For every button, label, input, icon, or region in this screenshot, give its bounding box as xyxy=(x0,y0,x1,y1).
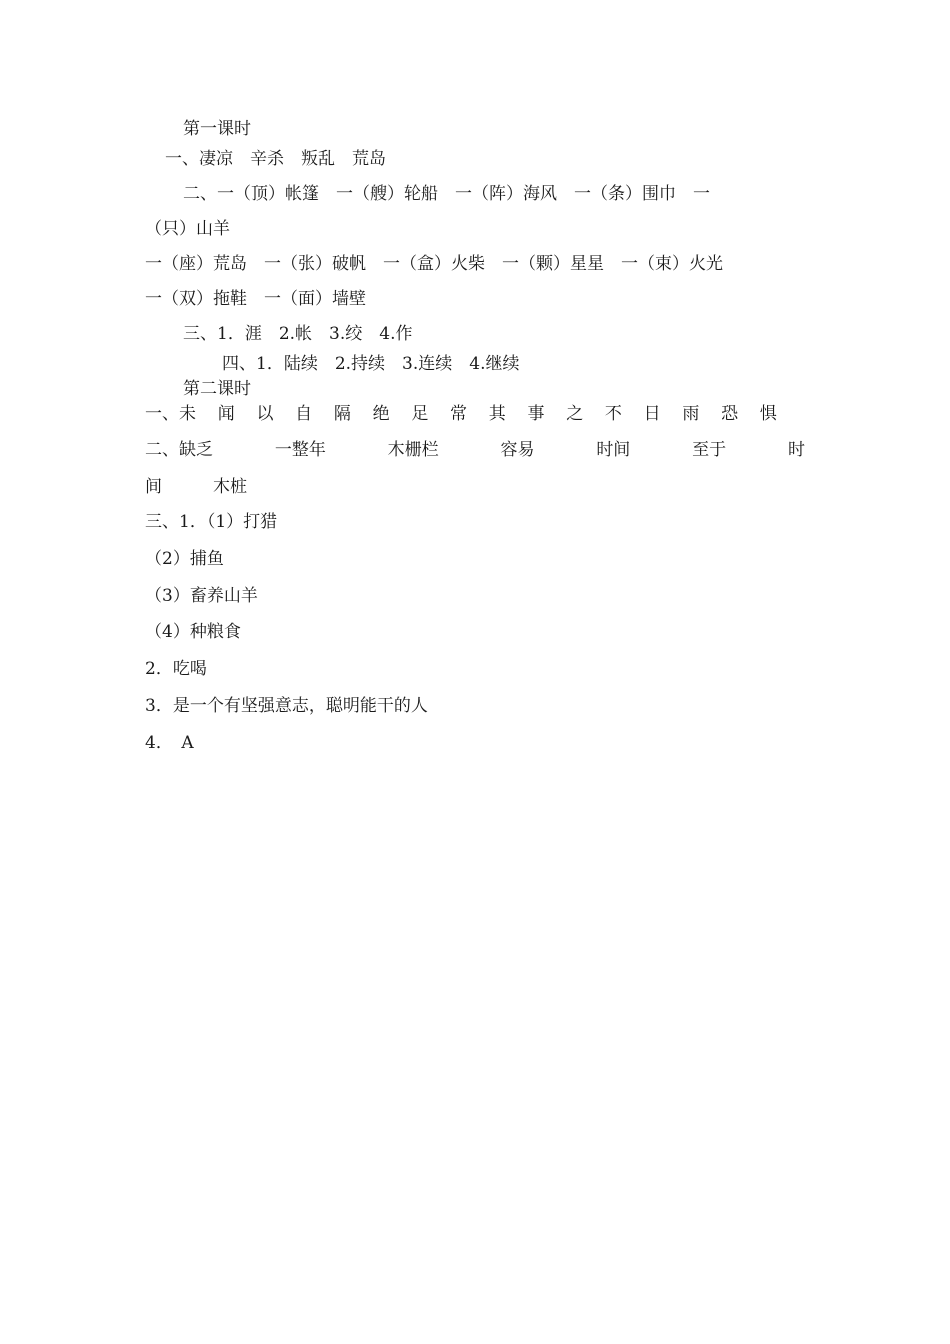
lesson2-q3-1: 三、1．（1）打猎 xyxy=(145,512,278,532)
q1-char: 常 xyxy=(450,404,468,424)
lesson1-q2-line2: （只）山羊 xyxy=(145,219,230,239)
q1-char: 以 xyxy=(256,404,274,424)
lesson1-q2-line4: 一（双）拖鞋 一（面）墙壁 xyxy=(145,289,366,309)
q1-char: 隔 xyxy=(333,404,351,424)
lesson2-q2-line1 xyxy=(145,439,805,461)
q1-char: 绝 xyxy=(372,404,390,424)
q2-word: 二、缺乏 xyxy=(145,440,213,460)
lesson1-q1: 一、凄凉 辛杀 叛乱 荒岛 xyxy=(165,149,386,169)
lesson2-q3-2: 2．吃喝 xyxy=(145,659,207,679)
q1-char: 事 xyxy=(527,404,545,424)
q1-char: 惧 xyxy=(759,404,777,424)
q2-word: 木栅栏 xyxy=(387,440,439,460)
lesson1-title: 第一课时 xyxy=(183,119,251,139)
lesson1-q2-line3: 一（座）荒岛 一（张）破帆 一（盒）火柴 一（颗）星星 一（束）火光 xyxy=(145,254,723,274)
q1-char: 雨 xyxy=(682,404,700,424)
lesson2-q3-4: 4． A xyxy=(145,733,194,753)
lesson2-q3-1-4: （4）种粮食 xyxy=(145,622,241,642)
q1-char: 不 xyxy=(604,404,622,424)
q1-char: 恐 xyxy=(721,404,739,424)
q1-char: 其 xyxy=(488,404,506,424)
lesson2-q3-1-2: （2）捕鱼 xyxy=(145,549,224,569)
lesson1-q3: 三、1．涯 2.帐 3.绞 4.作 xyxy=(183,324,413,344)
q1-char: 闻 xyxy=(217,404,235,424)
lesson2-title: 第二课时 xyxy=(183,379,251,399)
q2-word: 时间 xyxy=(596,440,631,460)
q1-char: 日 xyxy=(643,404,661,424)
lesson1-q2-line1: 二、一（顶）帐篷 一（艘）轮船 一（阵）海风 一（条）围巾 一 xyxy=(183,184,710,204)
q1-char: 一、未 xyxy=(145,404,196,424)
lesson2-q3-1-3: （3）畜养山羊 xyxy=(145,586,258,606)
q2-word: 至于 xyxy=(692,440,727,460)
q2-word: 一整年 xyxy=(274,440,326,460)
q1-char: 足 xyxy=(411,404,429,424)
q1-char: 之 xyxy=(566,404,584,424)
lesson2-q3-3: 3．是一个有坚强意志，聪明能干的人 xyxy=(145,696,428,716)
lesson2-q1-line xyxy=(145,403,777,425)
q2-word: 容易 xyxy=(500,440,535,460)
q1-char: 自 xyxy=(295,404,313,424)
lesson2-q2-line2: 间 木桩 xyxy=(145,477,247,497)
lesson1-q4: 四、1．陆续 2.持续 3.连续 4.继续 xyxy=(222,354,520,374)
q2-word: 时 xyxy=(787,440,805,460)
